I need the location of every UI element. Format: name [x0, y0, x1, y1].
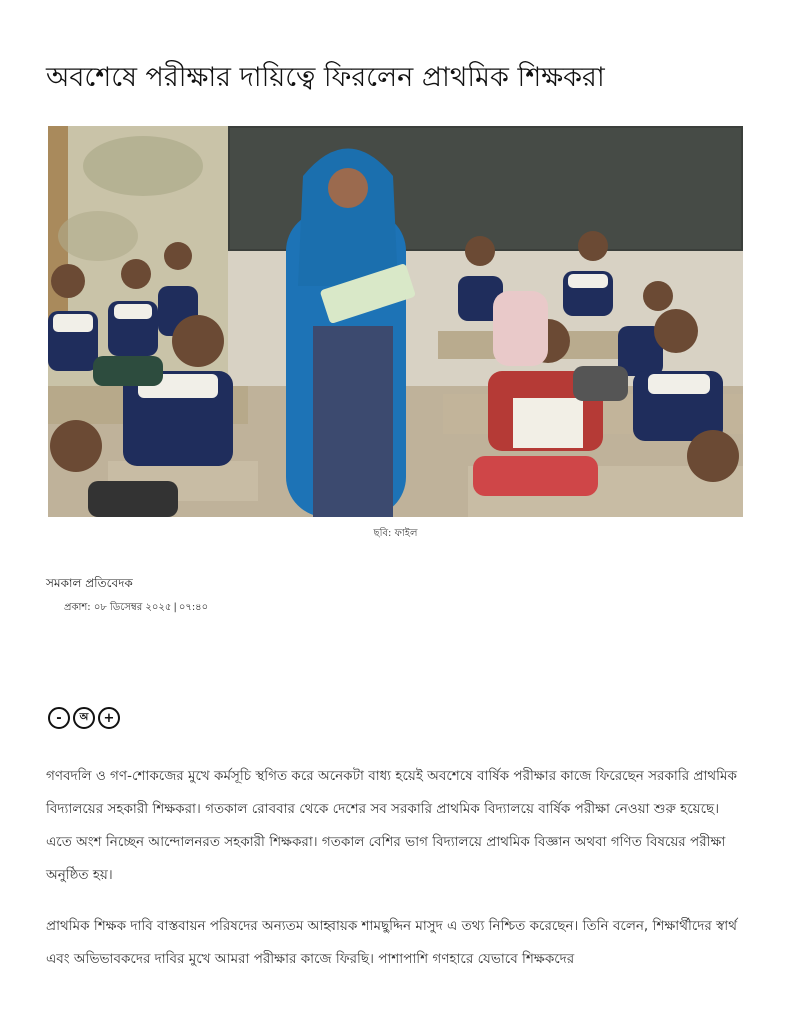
published-date: ০৮ ডিসেম্বর ২০২৫	[93, 602, 172, 613]
photo-caption: ছবি: ফাইল	[373, 528, 418, 539]
published-time: ০৭:৪০	[178, 602, 209, 613]
article-paragraph: প্রাথমিক শিক্ষক দাবি বাস্তবায়ন পরিষদের অন্যতম আহ্বায়ক শামছুদ্দিন মাসুদ এ তথ্য নিশ্চিত করেছেন। তিনি বলেন, শিক্ষার্থীদের স্বার্থ এবং অভিভাবকদের দাবির মুখে আমরা পরীক্ষার কাজে ফিরছি। পাশাপাশি গণহারে যেভাবে শিক্ষকদের	[46, 918, 737, 967]
font-reset-button[interactable]: অ	[73, 707, 95, 729]
publish-dateline	[64, 600, 208, 617]
date-separator: |	[173, 602, 177, 613]
article-paragraph: গণবদলি ও গণ-শোকজের মুখে কর্মসূচি স্থগিত করে অনেকটা বাধ্য হয়েই অবশেষে বার্ষিক পরীক্ষার কাজে ফিরেছেন সরকারি প্রাথমিক বিদ্যালয়ের সহকারী শিক্ষকরা। গতকাল রোববার থেকে দেশের সব সরকারি প্রাথমিক বিদ্যালয়ে বার্ষিক পরীক্ষা নেওয়া শুরু হয়েছে। এতে অংশ নিচ্ছেন আন্দোলনরত সহকারী শিক্ষকরা। গতকাল বেশির ভাগ বিদ্যালয়ে প্রাথমিক বিজ্ঞান অথবা গণিত বিষয়ের পরীক্ষা অনুষ্ঠিত হয়।	[46, 768, 737, 883]
font-increase-button[interactable]: +	[98, 707, 120, 729]
font-size-controls	[48, 707, 120, 729]
font-decrease-button[interactable]: -	[48, 707, 70, 729]
published-label: প্রকাশ:	[64, 602, 91, 613]
article-photo	[48, 126, 743, 517]
article-headline: অবশেষে পরীক্ষার দায়িত্বে ফিরলেন প্রাথমিক শিক্ষকরা	[46, 62, 605, 93]
article-byline[interactable]: সমকাল প্রতিবেদক	[46, 576, 133, 590]
